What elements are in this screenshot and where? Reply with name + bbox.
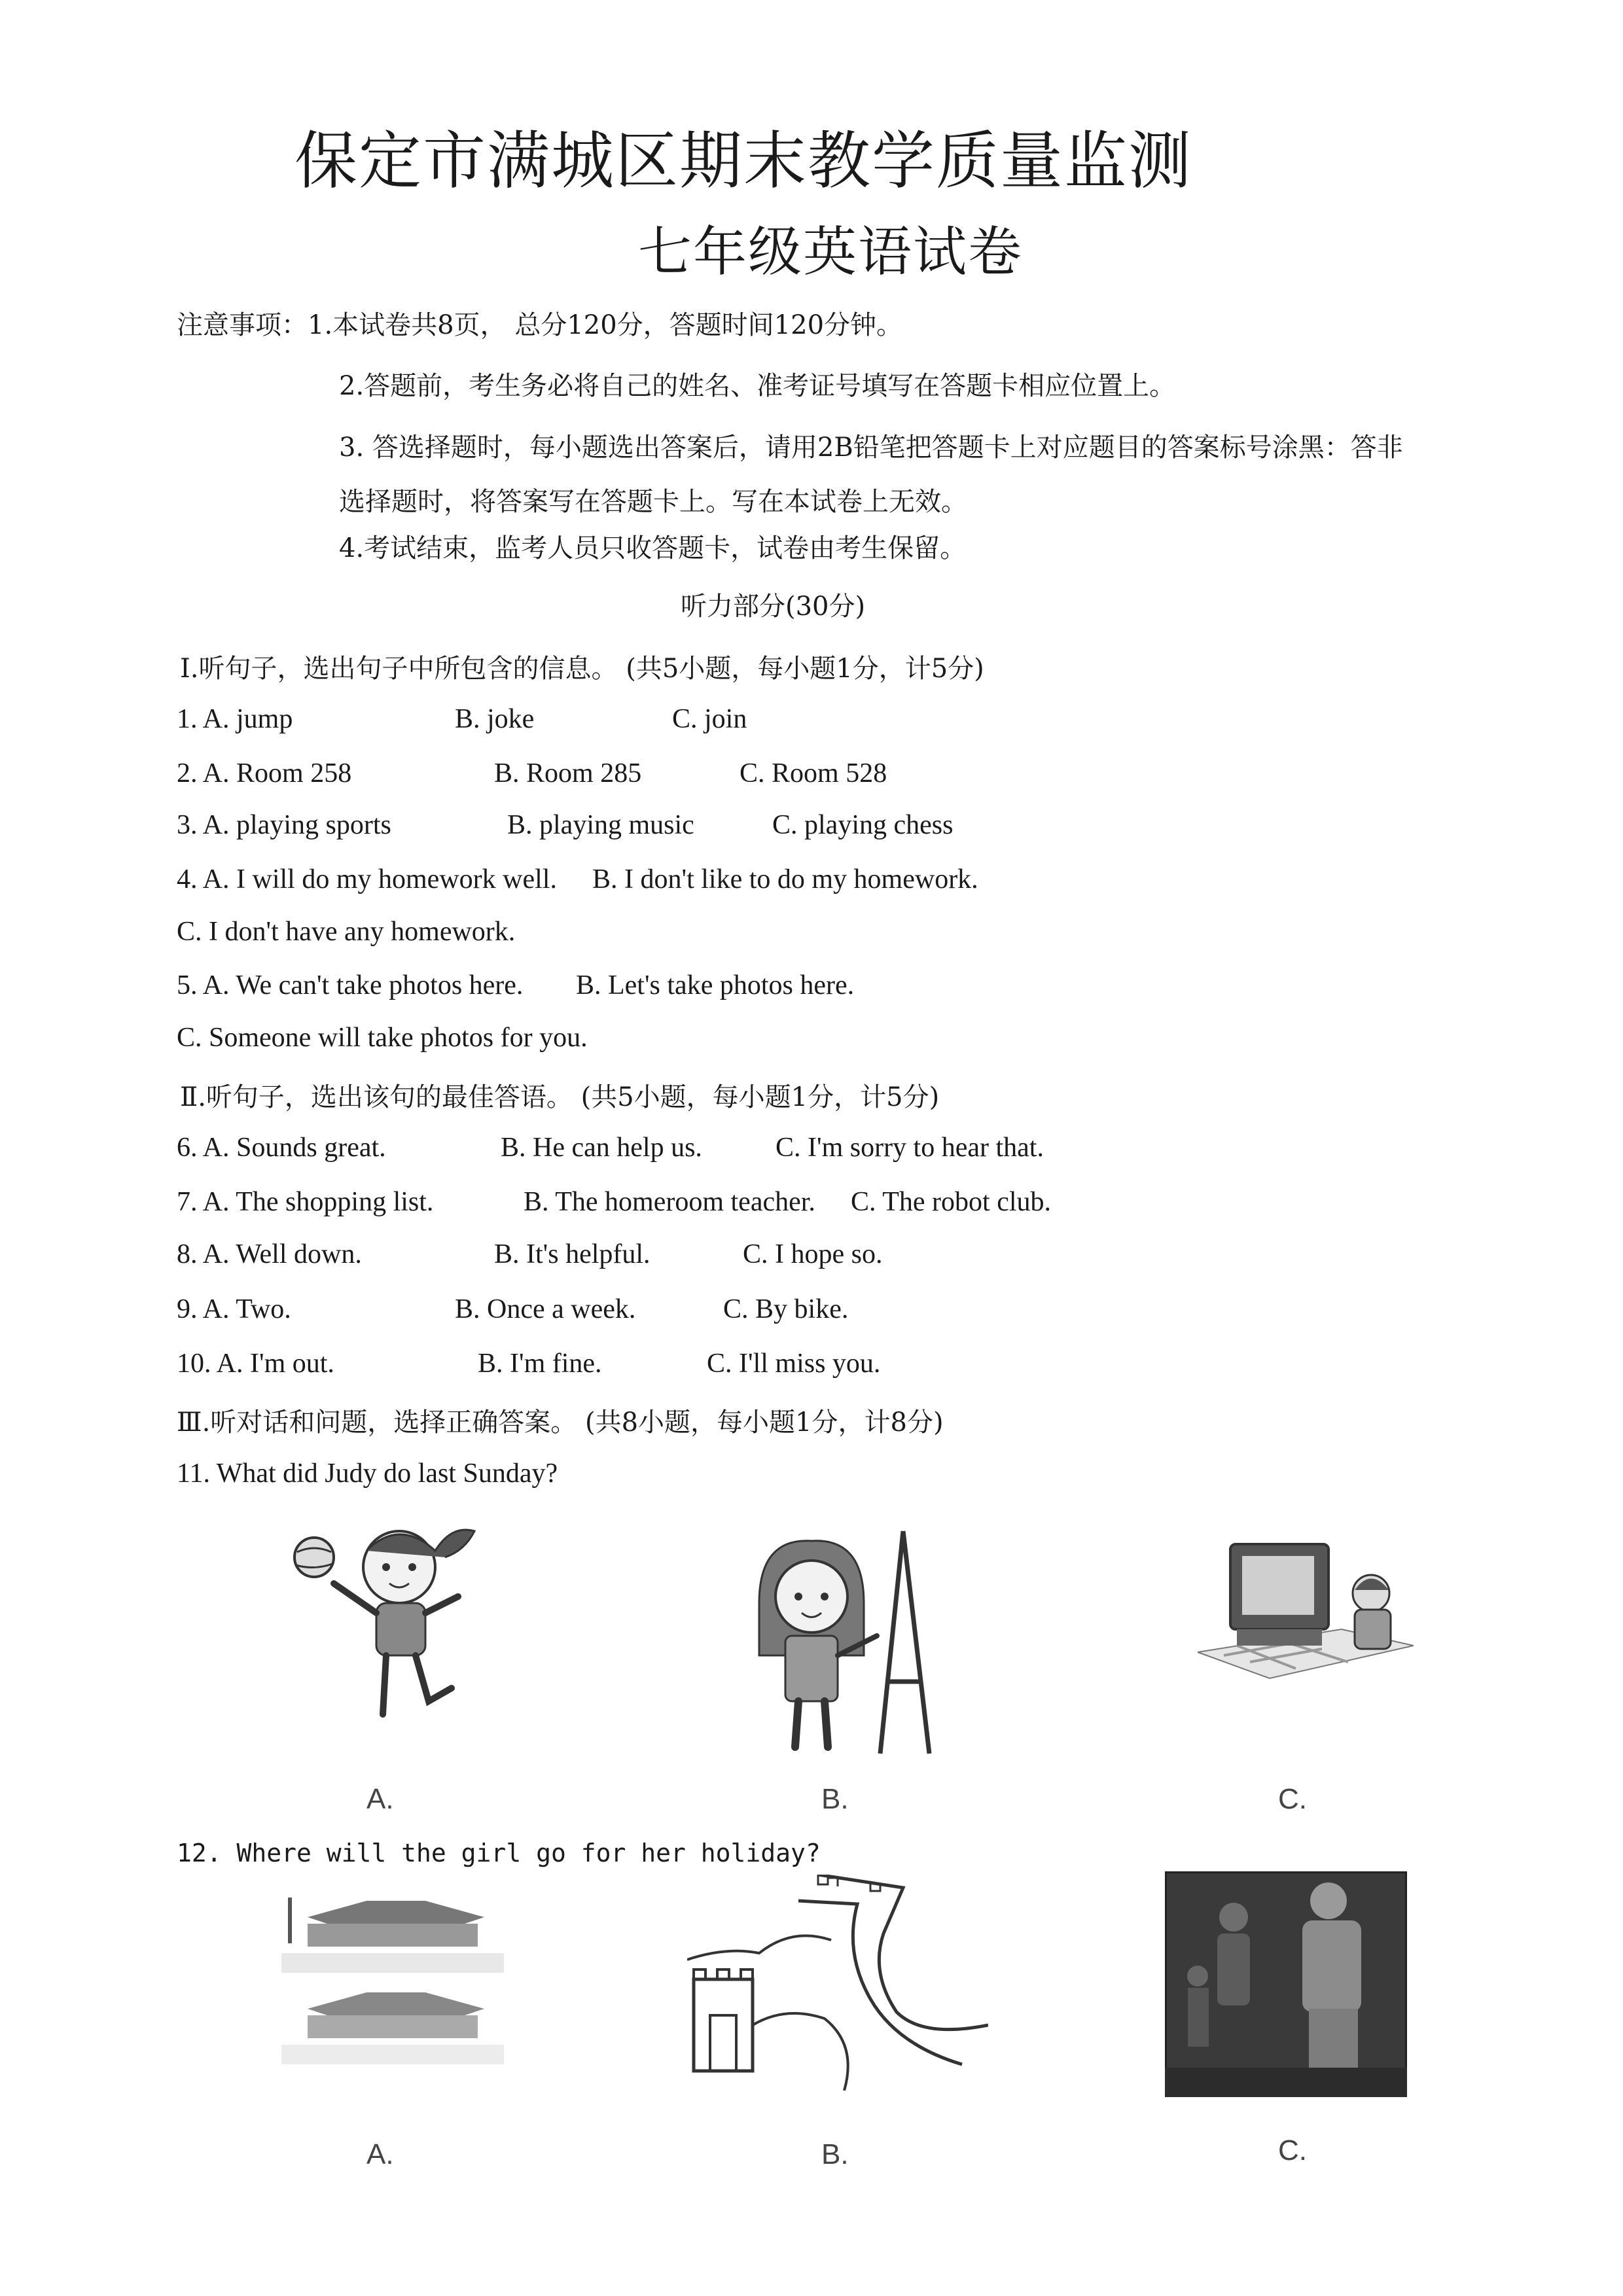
q11-label-a: A. xyxy=(366,1783,394,1815)
note-1: 注意事项：1.本试卷共8页， 总分120分，答题时间120分钟。 xyxy=(177,310,903,340)
q11-picture-a-volleyball-girl-icon xyxy=(288,1505,497,1727)
q10-option-a: 10. A. I'm out. xyxy=(177,1349,334,1379)
section-2-instruction: Ⅱ.听句子，选出该句的最佳答语。 (共5小题，每小题1分，计5分) xyxy=(180,1082,940,1112)
q12-label-a: A. xyxy=(366,2138,394,2170)
q12-picture-a-palace-icon xyxy=(268,1888,510,2084)
q8-option-a: 8. A. Well down. xyxy=(177,1239,362,1269)
q2-option-c: C. Room 528 xyxy=(740,758,887,788)
q5-option-a: 5. A. We can't take photos here. xyxy=(177,970,524,1000)
q2-option-a: 2. A. Room 258 xyxy=(177,758,352,788)
q12-label-c: C. xyxy=(1278,2134,1307,2166)
listening-heading: 听力部分(30分) xyxy=(681,592,866,622)
q12-picture-b-great-wall-icon xyxy=(687,1875,988,2091)
q9-option-a: 9. A. Two. xyxy=(177,1294,291,1324)
q3-option-c: C. playing chess xyxy=(772,810,954,840)
q9-option-c: C. By bike. xyxy=(723,1294,849,1324)
q11-picture-b-painting-girl-icon xyxy=(733,1525,949,1760)
q7-option-a: 7. A. The shopping list. xyxy=(177,1187,434,1217)
q8-option-b: B. It's helpful. xyxy=(494,1239,651,1269)
exam-subtitle: 七年级英语试卷 xyxy=(638,221,1024,283)
q4-option-c: C. I don't have any homework. xyxy=(177,917,516,947)
q5-option-b: B. Let's take photos here. xyxy=(576,970,855,1000)
q1-option-a: 1. A. jump xyxy=(177,704,293,734)
q7-option-b: B. The homeroom teacher. xyxy=(524,1187,815,1217)
q1-option-b: B. joke xyxy=(455,704,535,734)
note-2: 2.答题前，考生务必将自己的姓名、准考证号填写在答题卡相应位置上。 xyxy=(339,371,1176,401)
q4-option-a: 4. A. I will do my homework well. xyxy=(177,864,557,894)
section-1-instruction: Ⅰ.听句子，选出句子中所包含的信息。 (共5小题，每小题1分，计5分) xyxy=(180,654,984,684)
q5-option-c: C. Someone will take photos for you. xyxy=(177,1023,588,1053)
q4-option-b: B. I don't like to do my homework. xyxy=(592,864,978,894)
q12-picture-c-terracotta-warriors-icon xyxy=(1165,1871,1407,2097)
q11-label-c: C. xyxy=(1278,1783,1307,1815)
q11-picture-c-watching-tv-icon xyxy=(1198,1531,1414,1695)
q6-option-a: 6. A. Sounds great. xyxy=(177,1133,386,1163)
note-3a: 3. 答选择题时，每小题选出答案后，请用2B铅笔把答题卡上对应题目的答案标号涂黑：答非 xyxy=(339,433,1403,463)
q8-option-c: C. I hope so. xyxy=(743,1239,883,1269)
note-4: 4.考试结束，监考人员只收答题卡，试卷由考生保留。 xyxy=(339,533,967,563)
q10-option-c: C. I'll miss you. xyxy=(707,1349,881,1379)
q12-question: 12. Where will the girl go for her holiday? xyxy=(177,1839,821,1867)
section-3-instruction: Ⅲ.听对话和问题，选择正确答案。 (共8小题，每小题1分，计8分) xyxy=(177,1407,944,1438)
q3-option-b: B. playing music xyxy=(507,810,694,840)
q9-option-b: B. Once a week. xyxy=(455,1294,636,1324)
q6-option-b: B. He can help us. xyxy=(501,1133,702,1163)
q2-option-b: B. Room 285 xyxy=(494,758,642,788)
note-3b: 选择题时，将答案写在答题卡上。写在本试卷上无效。 xyxy=(339,487,967,517)
q11-question: 11. What did Judy do last Sunday? xyxy=(177,1458,558,1489)
q10-option-b: B. I'm fine. xyxy=(478,1349,602,1379)
q7-option-c: C. The robot club. xyxy=(851,1187,1052,1217)
q3-option-a: 3. A. playing sports xyxy=(177,810,391,840)
q6-option-c: C. I'm sorry to hear that. xyxy=(776,1133,1044,1163)
q1-option-c: C. join xyxy=(672,704,747,734)
exam-title: 保定市满城区期末教学质量监测 xyxy=(294,124,1192,198)
q12-label-b: B. xyxy=(821,2138,849,2170)
q11-label-b: B. xyxy=(821,1783,849,1815)
